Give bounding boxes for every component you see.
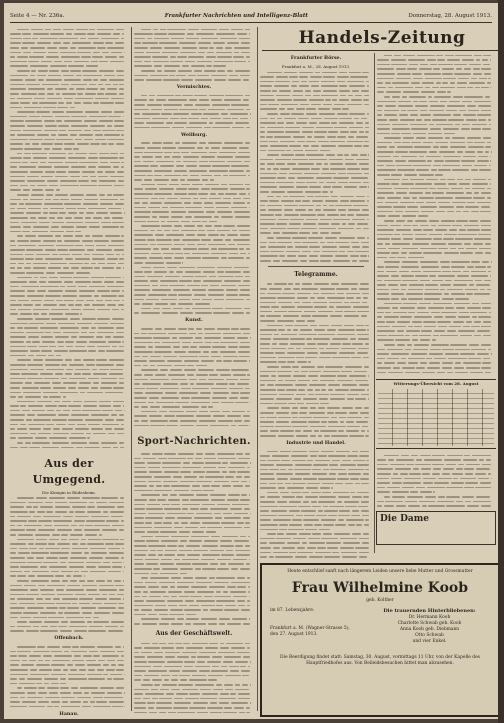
heading-telegramme: Telegramme. — [294, 270, 338, 278]
heading-boerse: Frankfurter Börse. — [290, 55, 342, 61]
text-line — [134, 125, 254, 130]
text-line — [134, 311, 254, 316]
handels-zeitung-banner: Handels-Zeitung — [262, 25, 498, 51]
heading-weilburg: Weilburg. — [180, 131, 208, 138]
subheading-koenigin: Die Königin in Rüdesheim. — [42, 489, 96, 495]
heading-geschaeftswelt: Aus der Geschäftswelt. — [155, 630, 233, 638]
running-header — [10, 9, 492, 23]
body-text-block — [134, 326, 254, 427]
text-line — [10, 704, 128, 709]
column-4-lower — [377, 453, 495, 509]
column-rule — [131, 27, 132, 711]
subheading-offenbach: Offenbach. — [54, 635, 84, 642]
text-line — [260, 258, 372, 263]
notice-intro: Heute entschlief sanft nach längerem Leiden unsere liebe Mutter und Grossmutter — [287, 569, 473, 574]
heading-industrie: Industrie und Handel. — [286, 439, 346, 446]
body-text-block — [134, 93, 254, 130]
text-line — [10, 445, 128, 450]
dateline: Frankfurt a. M., 28. August 1913. — [281, 64, 351, 69]
body-text-block — [134, 641, 254, 715]
body-text-block — [10, 644, 128, 708]
body-text-block — [10, 496, 128, 634]
notice-place-date: Frankfurt a. M. (Wagner-Strasse 5), den 27. August 1913. — [270, 626, 350, 637]
mourner-5: und vier Enkel. — [412, 639, 447, 644]
body-text-block — [377, 53, 495, 375]
advertisement-title: Die Dame — [380, 514, 429, 524]
funeral-info: Die Beerdigung findet statt: Samstag, 30. August, vormittags 11 Uhr, von der Kapelle des Hauptfriedhofes aus. Von Beileidsbesuchen bittet man abzusehen. — [280, 655, 480, 666]
mourner-1: Dr. Hermann Koob — [408, 615, 451, 620]
mourner-2: Charlotte Schwab geb. Koob — [397, 621, 462, 626]
section-heading-umgegend: Aus der Umgegend. — [32, 456, 106, 486]
heading-sport: Sport-Nachrichten. — [137, 435, 251, 447]
divider — [268, 266, 364, 267]
text-line — [134, 621, 254, 626]
subheading-hanau: Hanau. — [59, 710, 79, 715]
body-text-block — [377, 453, 495, 508]
page-number: Seite 4 — Nr. 236a. — [10, 12, 65, 19]
issue-date: Donnerstag, 28. August 1913. — [408, 12, 492, 19]
page-edge — [498, 0, 504, 723]
text-line — [377, 504, 495, 509]
weather-table-grid — [378, 389, 494, 446]
body-text-block — [134, 141, 254, 316]
column-1 — [10, 27, 128, 715]
mourner-4: Otto Schwab — [415, 633, 444, 638]
heading-vermischtes: Vermischtes. — [176, 84, 212, 91]
weather-table-caption: Witterungs-Übersicht vom 28. August — [393, 381, 479, 386]
text-line — [134, 78, 254, 83]
column-rule — [257, 27, 258, 711]
column-3 — [260, 53, 372, 561]
body-text-block — [260, 70, 372, 263]
text-line — [260, 433, 372, 438]
body-text-block — [260, 449, 372, 561]
column-rule — [374, 53, 375, 553]
deceased-birth-name: geb. Kolther — [366, 598, 394, 603]
weather-table — [376, 379, 496, 449]
text-line — [260, 559, 372, 561]
masthead-title: Frankfurter Nachrichten und Intelligenz-Blatt — [164, 12, 308, 19]
body-text-block — [260, 282, 372, 438]
newspaper-page — [4, 3, 498, 719]
body-text-block — [134, 452, 254, 627]
text-line — [10, 629, 128, 634]
mourner-3: Anna Koob geb. Diebmann — [399, 627, 460, 632]
text-line — [134, 423, 254, 428]
deceased-age: im 87. Lebensjahre. — [270, 608, 315, 613]
mourners-title: Die trauernden Hinterbliebenen: — [383, 608, 476, 614]
column-2 — [134, 27, 254, 715]
deceased-name: Frau Wilhelmine Koob — [291, 580, 469, 596]
heading-kunst: Kunst. — [185, 317, 203, 324]
advertisement-die-dame — [376, 511, 496, 545]
column-4 — [377, 53, 495, 375]
text-line — [377, 370, 495, 375]
body-text-block — [10, 27, 128, 450]
death-notice — [260, 563, 498, 717]
body-text-block — [134, 27, 254, 82]
